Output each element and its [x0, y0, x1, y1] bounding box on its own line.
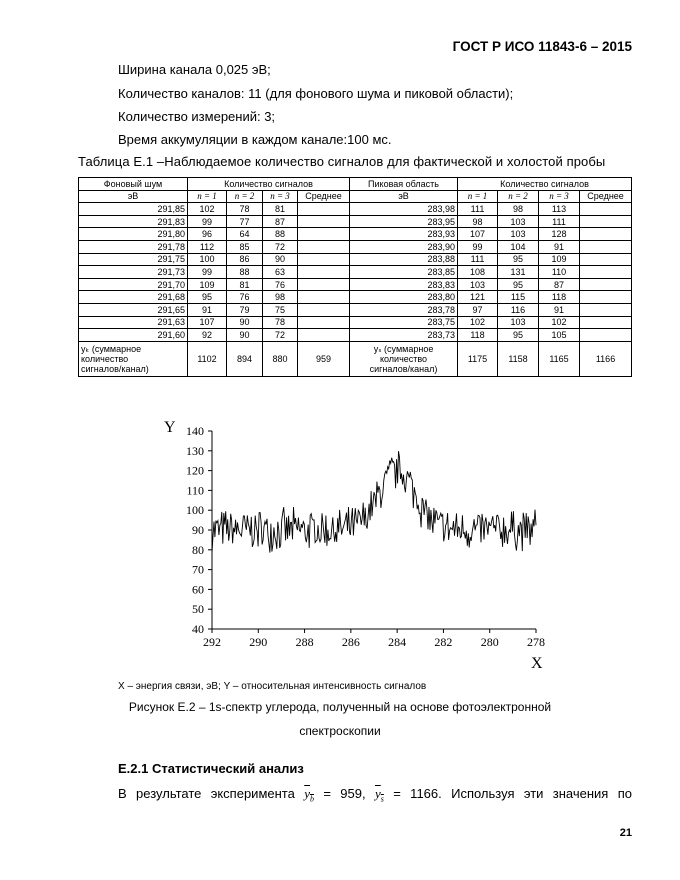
energy-b: 291,73: [79, 266, 188, 279]
table-sum-row: [79, 341, 632, 376]
para-eq-s: = 1166. Используя эти значения по: [393, 786, 632, 801]
count-s-n1: 102: [458, 316, 498, 329]
y-tick-label: 140: [186, 424, 204, 438]
count-s-n3: 91: [539, 303, 580, 316]
table-row: [79, 278, 632, 291]
mean-s-empty: [580, 203, 632, 216]
sum-b-n2: 894: [227, 341, 263, 376]
mean-b-empty: [298, 291, 350, 304]
y-tick-label: 110: [186, 483, 204, 498]
energy-b: 291,60: [79, 329, 188, 342]
energy-s: 283,83: [350, 278, 458, 291]
mean-s-empty: [580, 303, 632, 316]
count-s-n1: 98: [458, 215, 498, 228]
header-unit-b: эВ: [79, 190, 188, 203]
para-text-1: В результате эксперимента: [118, 786, 295, 801]
header-peak: Пиковая область: [350, 178, 458, 191]
energy-s: 283,85: [350, 266, 458, 279]
x-tick-label: 292: [203, 635, 221, 649]
y-axis-label: Y: [164, 419, 176, 436]
count-s-n1: 107: [458, 228, 498, 241]
energy-s: 283,78: [350, 303, 458, 316]
mean-s-empty: [580, 329, 632, 342]
count-b-n3: 76: [263, 278, 298, 291]
sum-b-n1: 1102: [188, 341, 227, 376]
header-n1-b: n = 1: [188, 190, 227, 203]
mean-s-empty: [580, 266, 632, 279]
y-tick-label: 120: [186, 463, 204, 478]
energy-b: 291,65: [79, 303, 188, 316]
count-s-n3: 91: [539, 240, 580, 253]
energy-b: 291,63: [79, 316, 188, 329]
count-b-n2: 88: [227, 266, 263, 279]
energy-s: 283,88: [350, 253, 458, 266]
count-b-n3: 81: [263, 203, 298, 216]
header-background: Фоновый шум: [79, 178, 188, 191]
count-b-n2: 78: [227, 203, 263, 216]
count-b-n3: 72: [263, 240, 298, 253]
count-s-n1: 111: [458, 253, 498, 266]
y-tick-label: 90: [192, 523, 204, 537]
counts-table: [78, 177, 632, 377]
figure-caption-line1: Рисунок Е.2 – 1s-спектр углерода, полученный на основе фотоэлектронной: [128, 700, 552, 714]
sum-s-n3: 1165: [539, 341, 580, 376]
sum-b-mean: 959: [298, 341, 350, 376]
x-tick-label: 280: [480, 635, 499, 649]
count-b-n1: 96: [188, 228, 227, 241]
count-b-n3: 63: [263, 266, 298, 279]
count-s-n3: 105: [539, 329, 580, 342]
header-mean-b: Среднее: [298, 190, 350, 203]
y-tick-label: 40: [192, 622, 204, 636]
count-b-n1: 99: [188, 266, 227, 279]
y-tick-label: 70: [192, 562, 204, 577]
x-tick-label: 278: [527, 635, 545, 649]
table-row: [79, 203, 632, 216]
mean-b-empty: [298, 303, 350, 316]
mean-b-empty: [298, 228, 350, 241]
sum-label-b-line2: количество: [81, 353, 129, 364]
energy-b: 291,78: [79, 240, 188, 253]
var-y-s-letter: y: [374, 786, 381, 801]
header-counts-s: Количество сигналов: [458, 178, 632, 191]
var-y-b: $y_b$: [304, 786, 314, 804]
count-b-n3: 88: [263, 228, 298, 241]
table-row: [79, 316, 632, 329]
x-tick-label: 282: [434, 635, 453, 649]
energy-b: 291,85: [79, 203, 188, 216]
sum-label-s-line2: количество: [379, 353, 428, 364]
mean-s-empty: [580, 278, 632, 291]
count-s-n2: 98: [498, 203, 539, 216]
mean-b-empty: [298, 253, 350, 266]
y-tick-label: 130: [186, 443, 204, 458]
count-s-n2: 95: [498, 329, 539, 342]
count-s-n2: 103: [498, 228, 539, 241]
energy-b: 291,68: [79, 291, 188, 304]
count-s-n2: 103: [498, 316, 539, 329]
table-caption: Таблица Е.1 –Наблюдаемое количество сигналов для фактической и холостой пробы: [78, 154, 606, 169]
x-tick-label: 288: [295, 635, 314, 649]
header-counts-b: Количество сигналов: [188, 178, 350, 191]
count-b-n1: 109: [188, 278, 227, 291]
header-n3-s: n = 3: [539, 190, 580, 203]
count-s-n1: 97: [458, 303, 498, 316]
energy-s: 283,90: [350, 240, 458, 253]
count-b-n2: 81: [227, 278, 263, 291]
mean-s-empty: [580, 228, 632, 241]
table-row: [79, 303, 632, 316]
count-s-n2: 95: [498, 253, 539, 266]
count-s-n2: 95: [498, 278, 539, 291]
header-n2-b: n = 2: [227, 190, 263, 203]
count-b-n1: 91: [188, 303, 227, 316]
count-s-n1: 108: [458, 266, 498, 279]
energy-s: 283,80: [350, 291, 458, 304]
param-channel-width: Ширина канала 0,025 эВ;: [118, 62, 271, 77]
param-measurements: Количество измерений: 3;: [118, 109, 276, 124]
table-row: [79, 240, 632, 253]
sum-s-n2: 1158: [498, 341, 539, 376]
count-s-n3: 111: [539, 215, 580, 228]
mean-b-empty: [298, 203, 350, 216]
paragraph: [118, 786, 632, 804]
table-header-row-1: [79, 178, 632, 191]
table-row: [79, 291, 632, 304]
count-s-n3: 128: [539, 228, 580, 241]
count-b-n3: 72: [263, 329, 298, 342]
count-b-n1: 99: [188, 215, 227, 228]
count-s-n3: 109: [539, 253, 580, 266]
count-b-n1: 107: [188, 316, 227, 329]
sum-label-b: [79, 341, 188, 376]
var-y-s: $y_s$: [374, 786, 384, 804]
count-b-n3: 90: [263, 253, 298, 266]
xps-spectrum-chart: [150, 410, 550, 675]
count-b-n2: 64: [227, 228, 263, 241]
sum-label-s-line3: сигналов/канал): [369, 363, 438, 374]
section-heading: Е.2.1 Статистический анализ: [118, 761, 304, 776]
mean-b-empty: [298, 240, 350, 253]
mean-b-empty: [298, 316, 350, 329]
table-row: [79, 215, 632, 228]
header-mean-s: Среднее: [580, 190, 632, 203]
energy-b: 291,83: [79, 215, 188, 228]
count-b-n1: 92: [188, 329, 227, 342]
count-b-n2: 79: [227, 303, 263, 316]
count-b-n2: 90: [227, 316, 263, 329]
count-b-n1: 100: [188, 253, 227, 266]
table-row: [79, 228, 632, 241]
count-s-n2: 116: [498, 303, 539, 316]
energy-s: 283,93: [350, 228, 458, 241]
y-tick-label: 100: [186, 503, 204, 518]
x-tick-label: 290: [249, 635, 268, 649]
sum-label-s-line1: yₛ (суммарное: [373, 343, 434, 354]
x-tick-label: 286: [341, 635, 360, 649]
energy-s: 283,98: [350, 203, 458, 216]
table-row: [79, 329, 632, 342]
count-s-n2: 104: [498, 240, 539, 253]
count-b-n2: 86: [227, 253, 263, 266]
y-tick-label: 60: [192, 582, 204, 597]
mean-b-empty: [298, 329, 350, 342]
x-axis-label: X: [531, 655, 543, 672]
sum-label-s: [350, 341, 458, 376]
mean-s-empty: [580, 316, 632, 329]
figure-legend: X – энергия связи, эВ; Y – относительная интенсивность сигналов: [118, 681, 427, 692]
header-n1-s: n = 1: [458, 190, 498, 203]
count-b-n2: 77: [227, 215, 263, 228]
param-accumulation-time: Время аккумуляции в каждом канале:100 мс.: [118, 132, 392, 147]
count-s-n2: 131: [498, 266, 539, 279]
mean-s-empty: [580, 215, 632, 228]
count-b-n1: 112: [188, 240, 227, 253]
count-s-n3: 87: [539, 278, 580, 291]
sum-s-n1: 1175: [458, 341, 498, 376]
count-b-n2: 90: [227, 329, 263, 342]
mean-b-empty: [298, 215, 350, 228]
count-b-n2: 76: [227, 291, 263, 304]
energy-s: 283,75: [350, 316, 458, 329]
mean-s-empty: [580, 253, 632, 266]
count-s-n1: 121: [458, 291, 498, 304]
sum-s-mean: 1166: [580, 341, 632, 376]
energy-b: 291,80: [79, 228, 188, 241]
count-s-n2: 103: [498, 215, 539, 228]
para-eq-b: = 959,: [323, 786, 366, 801]
count-b-n3: 98: [263, 291, 298, 304]
sum-label-b-line1: yₖ (суммарное: [81, 343, 142, 354]
mean-s-empty: [580, 291, 632, 304]
energy-s: 283,95: [350, 215, 458, 228]
figure-caption-line2: спектроскопии: [299, 724, 381, 738]
table-header-row-2: [79, 190, 632, 203]
table-row: [79, 253, 632, 266]
spectrum-line: [212, 451, 536, 553]
energy-b: 291,70: [79, 278, 188, 291]
sum-b-n3: 880: [263, 341, 298, 376]
count-s-n3: 110: [539, 266, 580, 279]
mean-b-empty: [298, 266, 350, 279]
count-b-n3: 75: [263, 303, 298, 316]
count-b-n3: 87: [263, 215, 298, 228]
sum-label-b-line3: сигналов/канал): [81, 363, 149, 374]
count-s-n3: 118: [539, 291, 580, 304]
page-number: 21: [619, 827, 632, 839]
header-unit-s: эВ: [350, 190, 458, 203]
header-n3-b: n = 3: [263, 190, 298, 203]
count-s-n1: 111: [458, 203, 498, 216]
count-b-n1: 102: [188, 203, 227, 216]
count-s-n3: 113: [539, 203, 580, 216]
count-s-n2: 115: [498, 291, 539, 304]
count-s-n3: 102: [539, 316, 580, 329]
count-s-n1: 118: [458, 329, 498, 342]
standard-header: ГОСТ Р ИСО 11843-6 – 2015: [452, 39, 632, 54]
count-s-n1: 103: [458, 278, 498, 291]
count-b-n3: 78: [263, 316, 298, 329]
energy-b: 291,75: [79, 253, 188, 266]
y-tick-label: 50: [192, 602, 204, 617]
mean-s-empty: [580, 240, 632, 253]
count-s-n1: 99: [458, 240, 498, 253]
energy-s: 283,73: [350, 329, 458, 342]
count-b-n2: 85: [227, 240, 263, 253]
count-b-n1: 95: [188, 291, 227, 304]
mean-b-empty: [298, 278, 350, 291]
table-row: [79, 266, 632, 279]
y-tick-label: 80: [192, 542, 204, 557]
x-tick-label: 284: [388, 635, 407, 649]
var-y-b-letter: y: [304, 786, 310, 801]
param-channel-count: Количество каналов: 11 (для фонового шума и пиковой области);: [118, 86, 514, 101]
header-n2-s: n = 2: [498, 190, 539, 203]
